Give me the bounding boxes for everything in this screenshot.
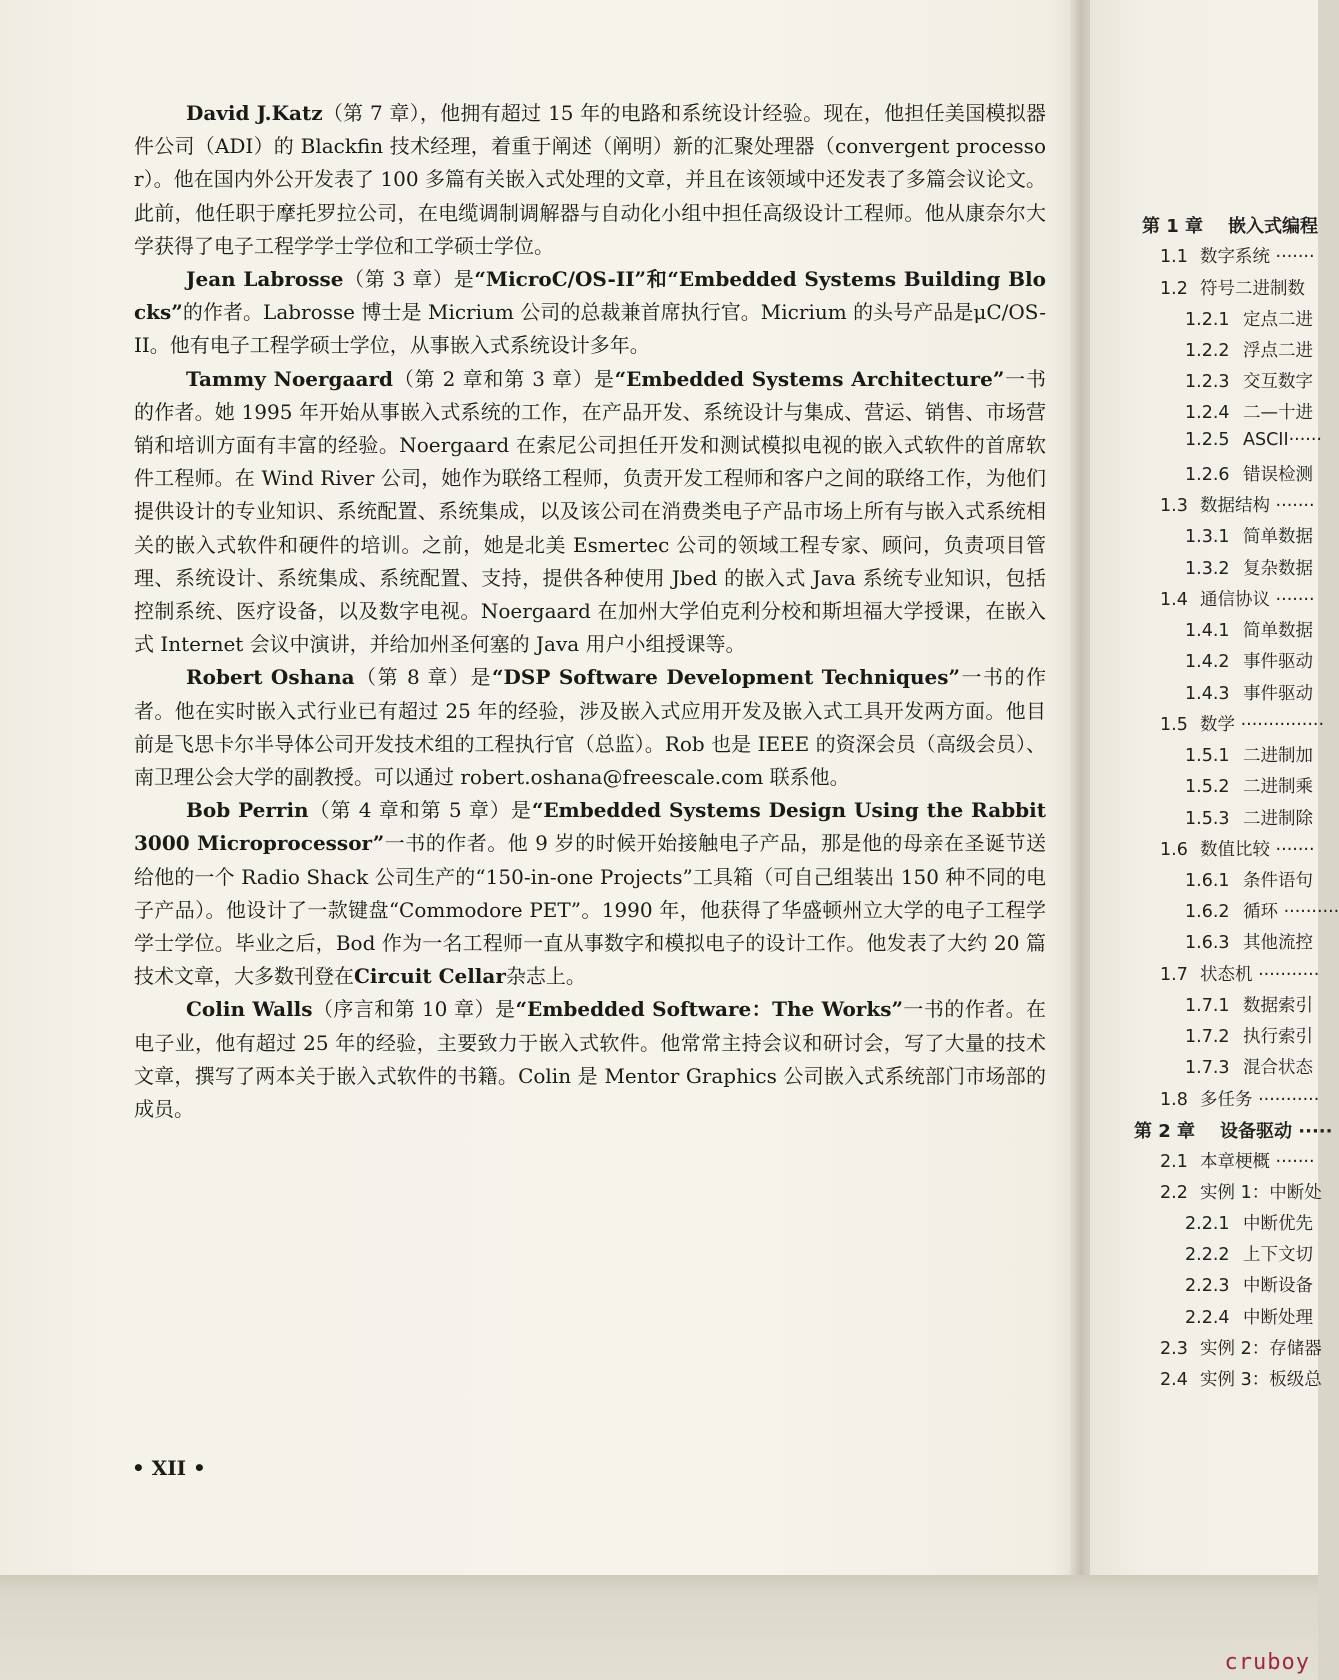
toc-entry — [1160, 492, 1315, 517]
toc-entry — [1185, 1272, 1313, 1297]
toc-title: 简单数据 — [1243, 621, 1313, 641]
toc-entry — [1185, 617, 1313, 642]
toc-title: 中断设备 — [1243, 1276, 1313, 1296]
toc-title: 中断优先 — [1243, 1214, 1313, 1234]
bio-text: （第 3 章）是 — [343, 267, 475, 292]
toc-title: 多任务 ··········· — [1200, 1090, 1320, 1110]
toc-title: 本章梗概 ······· — [1200, 1152, 1315, 1172]
toc-number: 1.2.5 — [1185, 430, 1230, 450]
toc-entry — [1160, 711, 1324, 736]
toc-entry — [1160, 275, 1305, 300]
toc-entry — [1160, 1086, 1319, 1111]
toc-entry — [1185, 1023, 1313, 1048]
toc-number: 2.2.1 — [1185, 1214, 1230, 1234]
toc-number: 2.2.4 — [1185, 1308, 1230, 1328]
toc-number: 1.4.3 — [1185, 684, 1230, 704]
toc-number: 2.1 — [1160, 1152, 1188, 1172]
toc-number: 1.3.2 — [1185, 559, 1230, 579]
toc-title: 数字系统 ······· — [1200, 247, 1315, 267]
book-title: “Embedded Systems Design Using the Rabbit 3000 Microprocessor” — [134, 798, 1046, 856]
toc-title: 二进制加 — [1243, 746, 1313, 766]
toc-title: 二—十进 — [1243, 403, 1313, 423]
bio-text: （第 7 章），他拥有超过 15 年的电路和系统设计经验。现在，他担任美国模拟器件公司（ADI）的 Blackfin 技术经理，着重于阐述（阐明）新的汇聚处理器（convergent processor）。他在国内外公开发表了 100 多篇有关嵌入式处理的文章，并且在该领域中还发表了多篇会议论文。此前，他任职于摩托罗拉公司，在电缆调制调解器与自动化小组中担任高级设计工程师。他从康奈尔大学获得了电子工程学学士学位和工学硕士学位。 — [134, 101, 1046, 258]
toc-title: 交互数字 — [1243, 372, 1313, 392]
author-bio-list — [134, 97, 1046, 1126]
toc-title: 实例 3：板级总 — [1200, 1370, 1322, 1390]
toc-title: 混合状态 — [1243, 1058, 1313, 1078]
toc-number: 1.7.2 — [1185, 1027, 1230, 1047]
toc-number: 1.3.1 — [1185, 527, 1230, 547]
toc-number: 1.2 — [1160, 279, 1188, 299]
toc-number: 1.2.6 — [1185, 465, 1230, 485]
toc-entry — [1185, 867, 1313, 892]
toc-number: 1.2.4 — [1185, 403, 1230, 423]
toc-title: 定点二进 — [1243, 310, 1313, 330]
toc-title: 执行索引 — [1243, 1027, 1313, 1047]
toc-number: 2.3 — [1160, 1339, 1188, 1359]
book-title: “Embedded Software：The Works” — [515, 997, 903, 1022]
toc-title: 二进制乘 — [1243, 777, 1313, 797]
toc-number: 1.2.3 — [1185, 372, 1230, 392]
toc-title: 符号二进制数 — [1200, 279, 1305, 299]
toc-number: 1.4.2 — [1185, 652, 1230, 672]
toc-entry — [1185, 337, 1313, 362]
toc-number: 1.5.2 — [1185, 777, 1230, 797]
watermark: cruboy — [1224, 1650, 1310, 1675]
toc-entry — [1185, 805, 1313, 830]
book-title: “DSP Software Development Techniques” — [492, 665, 960, 690]
toc-number: 1.6.2 — [1185, 902, 1230, 922]
toc-number: 1.1 — [1160, 247, 1188, 267]
toc-title: 数据结构 ······· — [1200, 496, 1315, 516]
toc-entry — [1185, 523, 1313, 548]
right-page-toc — [1090, 0, 1339, 1575]
toc-title: 其他流控 — [1243, 933, 1313, 953]
toc-number: 2.2 — [1160, 1183, 1188, 1203]
author-bio — [134, 993, 1046, 1126]
toc-number: 1.4.1 — [1185, 621, 1230, 641]
toc-entry — [1185, 1241, 1313, 1266]
author-name: Tammy Noergaard — [186, 366, 393, 391]
toc-title: 实例 2：存储器 — [1200, 1339, 1322, 1359]
toc-entry — [1185, 430, 1322, 450]
toc-title: 数据索引 — [1243, 996, 1313, 1016]
toc-title: 二进制除 — [1243, 809, 1313, 829]
toc-title: 复杂数据 — [1243, 559, 1313, 579]
toc-title: 条件语句 — [1243, 871, 1313, 891]
author-name: Bob Perrin — [186, 798, 309, 823]
toc-entry — [1160, 1179, 1322, 1204]
toc-entry — [1185, 929, 1313, 954]
toc-entry — [1185, 680, 1313, 705]
toc-entry — [1160, 836, 1315, 861]
toc-chapter — [1134, 1117, 1332, 1143]
bio-text: 一书的作者。在电子业，他有超过 25 年的经验，主要致力于嵌入式软件。他常常主持会议和研讨会，写了大量的技术文章，撰写了两本关于嵌入式软件的书籍。Colin 是 Mentor Graphics 公司嵌入式系统部门市场部的成员。 — [134, 997, 1047, 1122]
bio-text: （第 2 章和第 3 章）是 — [392, 366, 615, 391]
bio-text: 杂志上。 — [505, 964, 586, 989]
author-bio — [134, 661, 1046, 794]
book-title: “MicroC/OS-II”和“Embedded Systems Building Blocks” — [134, 267, 1046, 325]
toc-entry — [1160, 243, 1315, 268]
toc-number: 1.4 — [1160, 590, 1188, 610]
toc-title: 事件驱动 — [1243, 652, 1313, 672]
author-bio — [134, 97, 1046, 263]
toc-number: 1.2.2 — [1185, 341, 1230, 361]
toc-number: 1.3 — [1160, 496, 1188, 516]
toc-number: 1.6 — [1160, 840, 1188, 860]
toc-entry — [1185, 1054, 1313, 1079]
author-name: Robert Oshana — [186, 665, 355, 690]
toc-number: 1.7 — [1160, 965, 1188, 985]
toc-entry — [1185, 992, 1313, 1017]
toc-entry — [1185, 555, 1313, 580]
toc-entry — [1185, 368, 1313, 393]
toc-entry — [1185, 773, 1313, 798]
toc-chapter — [1142, 212, 1318, 238]
toc-title: 通信协议 ······· — [1200, 590, 1315, 610]
toc-number: 2.2.3 — [1185, 1276, 1230, 1296]
toc-number: 1.2.1 — [1185, 310, 1230, 330]
author-name: David J.Katz — [186, 101, 323, 125]
toc-number: 1.7.3 — [1185, 1058, 1230, 1078]
toc-number: 第 1 章 — [1142, 216, 1204, 237]
toc-entry — [1160, 961, 1319, 986]
toc-title: 事件驱动 — [1243, 684, 1313, 704]
toc-entry — [1185, 898, 1339, 923]
toc-entry — [1185, 399, 1313, 424]
toc-entry — [1185, 1210, 1313, 1235]
toc-number: 1.5.3 — [1185, 809, 1230, 829]
scanner-bed-edge — [0, 1575, 1318, 1680]
bio-text: （第 8 章）是 — [354, 665, 493, 690]
bio-text: 一书的作者。他在实时嵌入式行业已有超过 25 年的经验，涉及嵌入式应用开发及嵌入式工具开发两方面。他目前是飞思卡尔半导体公司开发技术组的工程执行官（总监）。Rob 也是 IEEE 的资深会员（高级会员）、南卫理公会大学的副教授。可以通过 robert.oshana@freescale.com 联系他。 — [134, 665, 1046, 790]
toc-title: 浮点二进 — [1243, 341, 1313, 361]
author-bio — [134, 363, 1046, 662]
bio-text: 一书的作者。他 9 岁的时候开始接触电子产品，那是他的母亲在圣诞节送给他的一个 Radio Shack 公司生产的“150-in-one Projects”工具箱（可自己组装出 150 种不同的电子产品）。他设计了一款键盘“Commodore PET”。1990 年，他获得了华盛顿州立大学的电子工程学学士学位。毕业之后，Bod 作为一名工程师一直从事数字和模拟电子的设计工作。他发表了大约 20 篇技术文章，大多数刊登在 — [134, 831, 1046, 989]
toc-number: 2.4 — [1160, 1370, 1188, 1390]
toc-title: 中断处理 — [1243, 1308, 1313, 1328]
toc-entry — [1185, 742, 1313, 767]
toc-title: 状态机 ··········· — [1200, 965, 1320, 985]
toc-number: 1.8 — [1160, 1090, 1188, 1110]
toc-number: 第 2 章 — [1134, 1121, 1196, 1142]
toc-number: 1.7.1 — [1185, 996, 1230, 1016]
author-name: Jean Labrosse — [186, 267, 344, 292]
toc-number: 2.2.2 — [1185, 1245, 1230, 1265]
bio-text: 一书的作者。她 1995 年开始从事嵌入式系统的工作，在产品开发、系统设计与集成、营运、销售、市场营销和培训方面有丰富的经验。Noergaard 在索尼公司担任开发和测试模拟电视的嵌入式软件的首席软件工程师。在 Wind River 公司，她作为联络工程师，负责开发工程师和客户之间的联络工作，为他们提供设计的专业知识、系统配置、系统集成，以及该公司在消费类电子产品市场上所有与嵌入式系统相关的嵌入式软件和硬件的培训。之前，她是北美 Esmertec 公司的领域工程专家、顾问，负责项目管理、系统设计、系统集成、系统配置、支持，提供各种使用 Jbed 的嵌入式 Java 系统专业知识，包括控制系统、医疗设备，以及数字电视。Noergaard 在加州大学伯克利分校和斯坦福大学授课，在嵌入式 Internet 会议中演讲，并给加州圣何塞的 Java 用户小组授课等。 — [134, 366, 1046, 657]
toc-entry — [1185, 1304, 1313, 1329]
toc-title: 数值比较 ······· — [1200, 840, 1315, 860]
toc-title: 实例 1：中断处 — [1200, 1183, 1322, 1203]
toc-title: 数学 ··············· — [1200, 715, 1325, 735]
toc-title: ASCII······ — [1243, 430, 1322, 450]
bio-text: （第 4 章和第 5 章）是 — [308, 798, 532, 823]
toc-entry — [1160, 1148, 1315, 1173]
toc-entry — [1160, 1366, 1322, 1391]
book-title: “Embedded Systems Architecture” — [614, 366, 1005, 391]
toc-entry — [1185, 306, 1313, 331]
book-title: Circuit Cellar — [354, 964, 506, 989]
toc-entry — [1185, 648, 1313, 673]
toc-entry — [1185, 461, 1313, 486]
toc-title: 简单数据 — [1243, 527, 1313, 547]
toc-title: 嵌入式编程 — [1228, 216, 1318, 237]
author-bio — [134, 263, 1046, 363]
bio-text: 的作者。Labrosse 博士是 Micrium 公司的总裁兼首席执行官。Micrium 的头号产品是μC/OS-II。他有电子工程学硕士学位，从事嵌入式系统设计多年。 — [134, 300, 1046, 358]
toc-number: 1.5.1 — [1185, 746, 1230, 766]
bio-text: （序言和第 10 章）是 — [312, 997, 516, 1022]
toc-number: 1.5 — [1160, 715, 1188, 735]
toc-entry — [1160, 1335, 1322, 1360]
toc-title: 上下文切 — [1243, 1245, 1313, 1265]
author-bio — [134, 794, 1046, 993]
toc-title: 循环 ·········· — [1243, 902, 1339, 922]
toc-title: 设备驱动 ····· — [1220, 1121, 1333, 1142]
toc-title: 错误检测 — [1243, 465, 1313, 485]
toc-entry — [1160, 586, 1315, 611]
toc-number: 1.6.3 — [1185, 933, 1230, 953]
author-name: Colin Walls — [186, 997, 313, 1022]
toc-number: 1.6.1 — [1185, 871, 1230, 891]
page-number: • XII • — [132, 1456, 206, 1480]
